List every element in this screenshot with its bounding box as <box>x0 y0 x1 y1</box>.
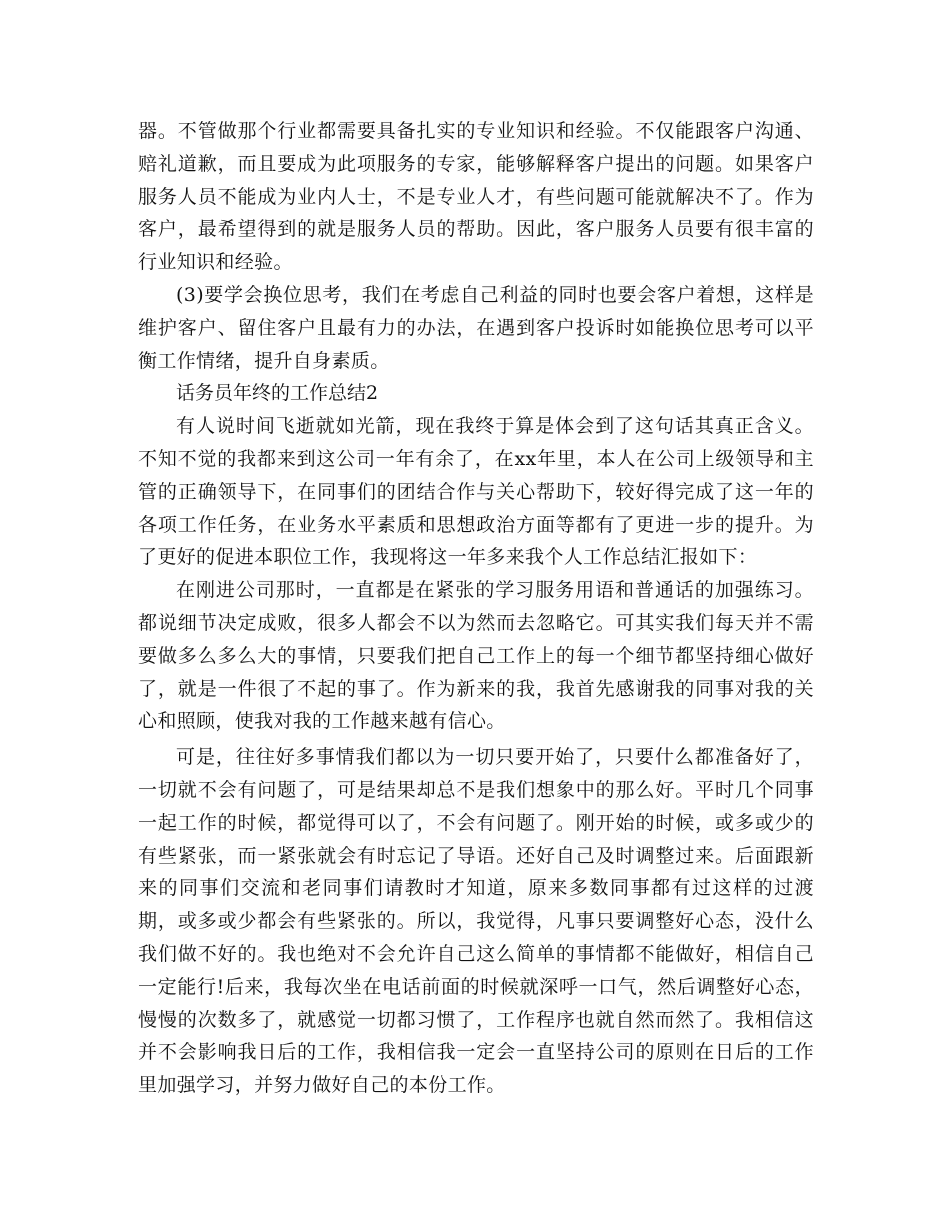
document-body <box>138 115 814 1102</box>
paragraph-beginning: 在刚进公司那时，一直都是在紧张的学习服务用语和普通话的加强练习。都说细节决定成败，很多人都会不以为然而去忽略它。可其实我们每天并不需要做多么多么大的事情，只要我们把自己工作上的每一个细节都坚持细心做好了，就是一件很了不起的事了。作为新来的我，我首先感谢我的同事对我的关心和照顾，使我对我的工作越来越有信心。 <box>138 579 814 733</box>
paragraph-continued: 器。不管做那个行业都需要具备扎实的专业知识和经验。不仅能跟客户沟通、赔礼道歉，而且要成为此项服务的专家，能够解释客户提出的问题。如果客户服务人员不能成为业内人士，不是专业人才，有些问题可能就解决不了。作为客户，最希望得到的就是服务人员的帮助。因此，客户服务人员要有很丰富的行业知识和经验。 <box>138 120 814 274</box>
paragraph-point-3: (3)要学会换位思考，我们在考虑自己利益的同时也要会客户着想，这样是维护客户、留住客户且最有力的办法，在遇到客户投诉时如能换位思考可以平衡工作情绪，提升自身素质。 <box>138 283 814 372</box>
paragraph-intro: 有人说时间飞逝就如光箭，现在我终于算是体会到了这句话其真正含义。不知不觉的我都来到这公司一年有余了，在xx年里，本人在公司上级领导和主管的正确领导下，在同事们的团结合作与关心帮助下，较好得完成了这一年的各项工作任务，在业务水平素质和思想政治方面等都有了更进一步的提升。为了更好的促进本职位工作，我现将这一年多来我个人工作总结汇报如下： <box>138 415 814 569</box>
paragraph-adjustment: 可是，往往好多事情我们都以为一切只要开始了，只要什么都准备好了，一切就不会有问题了，可是结果却总不是我们想象中的那么好。平时几个同事一起工作的时候，都觉得可以了，不会有问题了。刚开始的时候，或多或少的有些紧张，而一紧张就会有时忘记了导语。还好自己及时调整过来。后面跟新来的同事们交流和老同事们请教时才知道，原来多数同事都有过这样的过渡期，或多或少都会有些紧张的。所以，我觉得，凡事只要调整好心态，没什么我们做不好的。我也绝对不会允许自己这么简单的事情都不能做好，相信自己一定能行!后来，我每次坐在电话前面的时候就深呼一口气，然后调整好心态，慢慢的次数多了，就感觉一切都习惯了，工作程序也就自然而然了。我相信这并不会影响我日后的工作，我相信我一定会一直坚持公司的原则在日后的工作里加强学习，并努力做好自己的本份工作。 <box>138 746 814 1097</box>
section-heading: 话务员年终的工作总结2 <box>176 382 379 405</box>
